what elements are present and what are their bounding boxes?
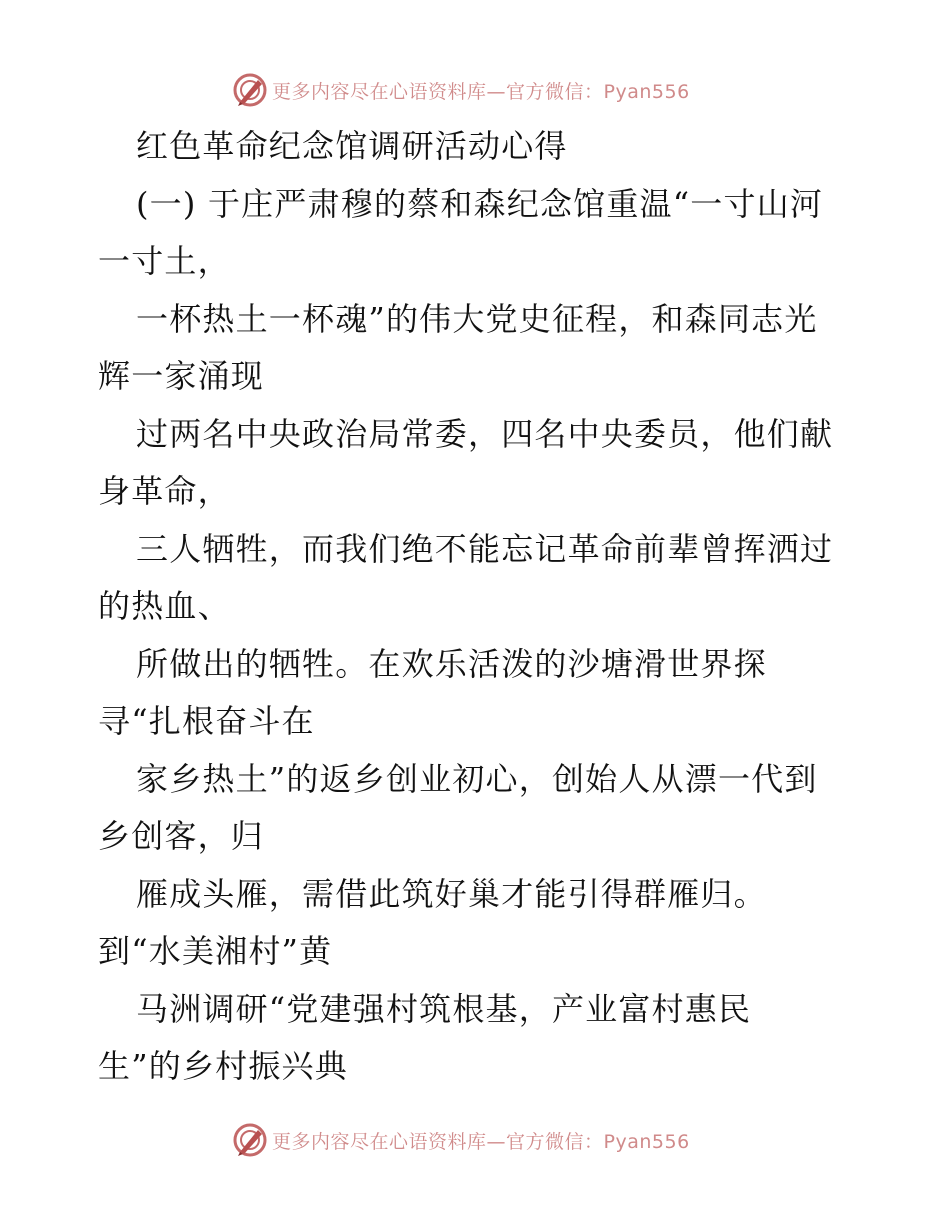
body-line: 马洲调研“党建强村筑根基，产业富村惠民 xyxy=(136,989,752,1028)
body-line: 到“水美湘村”黄 xyxy=(98,932,333,970)
body-line: 寻“扎根奋斗在 xyxy=(98,702,315,740)
document-title: 红色革命纪念馆调研活动心得 xyxy=(136,127,568,165)
body-line: 一杯热土一杯魂”的伟大党史征程，和森同志光 xyxy=(136,299,818,338)
body-line: 三人牺牲，而我们绝不能忘记革命前辈曾挥洒过 xyxy=(136,529,834,568)
body-line: (一) 于庄严肃穆的蔡和森纪念馆重温“一寸山河 xyxy=(136,184,824,223)
body-line: 家乡热土”的返乡创业初心，创始人从漂一代到 xyxy=(136,759,818,798)
body-line: 过两名中央政治局常委，四名中央委员，他们献 xyxy=(136,414,834,453)
body-line: 雁成头雁，需借此筑好巢才能引得群雁归。 xyxy=(136,874,767,913)
header-watermark xyxy=(232,70,712,110)
header-watermark-text: 更多内容尽在心语资料库—官方微信：Pyan556 xyxy=(272,80,690,103)
footer-watermark xyxy=(232,1120,712,1160)
body-line: 辉一家涌现 xyxy=(98,357,265,395)
body-line: 所做出的牺牲。在欢乐活泼的沙塘滑世界探 xyxy=(136,644,767,683)
pen-logo-icon xyxy=(232,1122,268,1158)
body-line: 身革命， xyxy=(98,472,231,510)
body-line: 乡创客，归 xyxy=(98,817,265,855)
document-body xyxy=(98,118,858,1096)
body-line: 一寸土， xyxy=(98,242,231,280)
body-line: 生”的乡村振兴典 xyxy=(98,1047,348,1085)
body-line: 的热血、 xyxy=(98,587,231,625)
footer-watermark-text: 更多内容尽在心语资料库—官方微信：Pyan556 xyxy=(272,1130,690,1153)
pen-logo-icon xyxy=(232,72,268,108)
